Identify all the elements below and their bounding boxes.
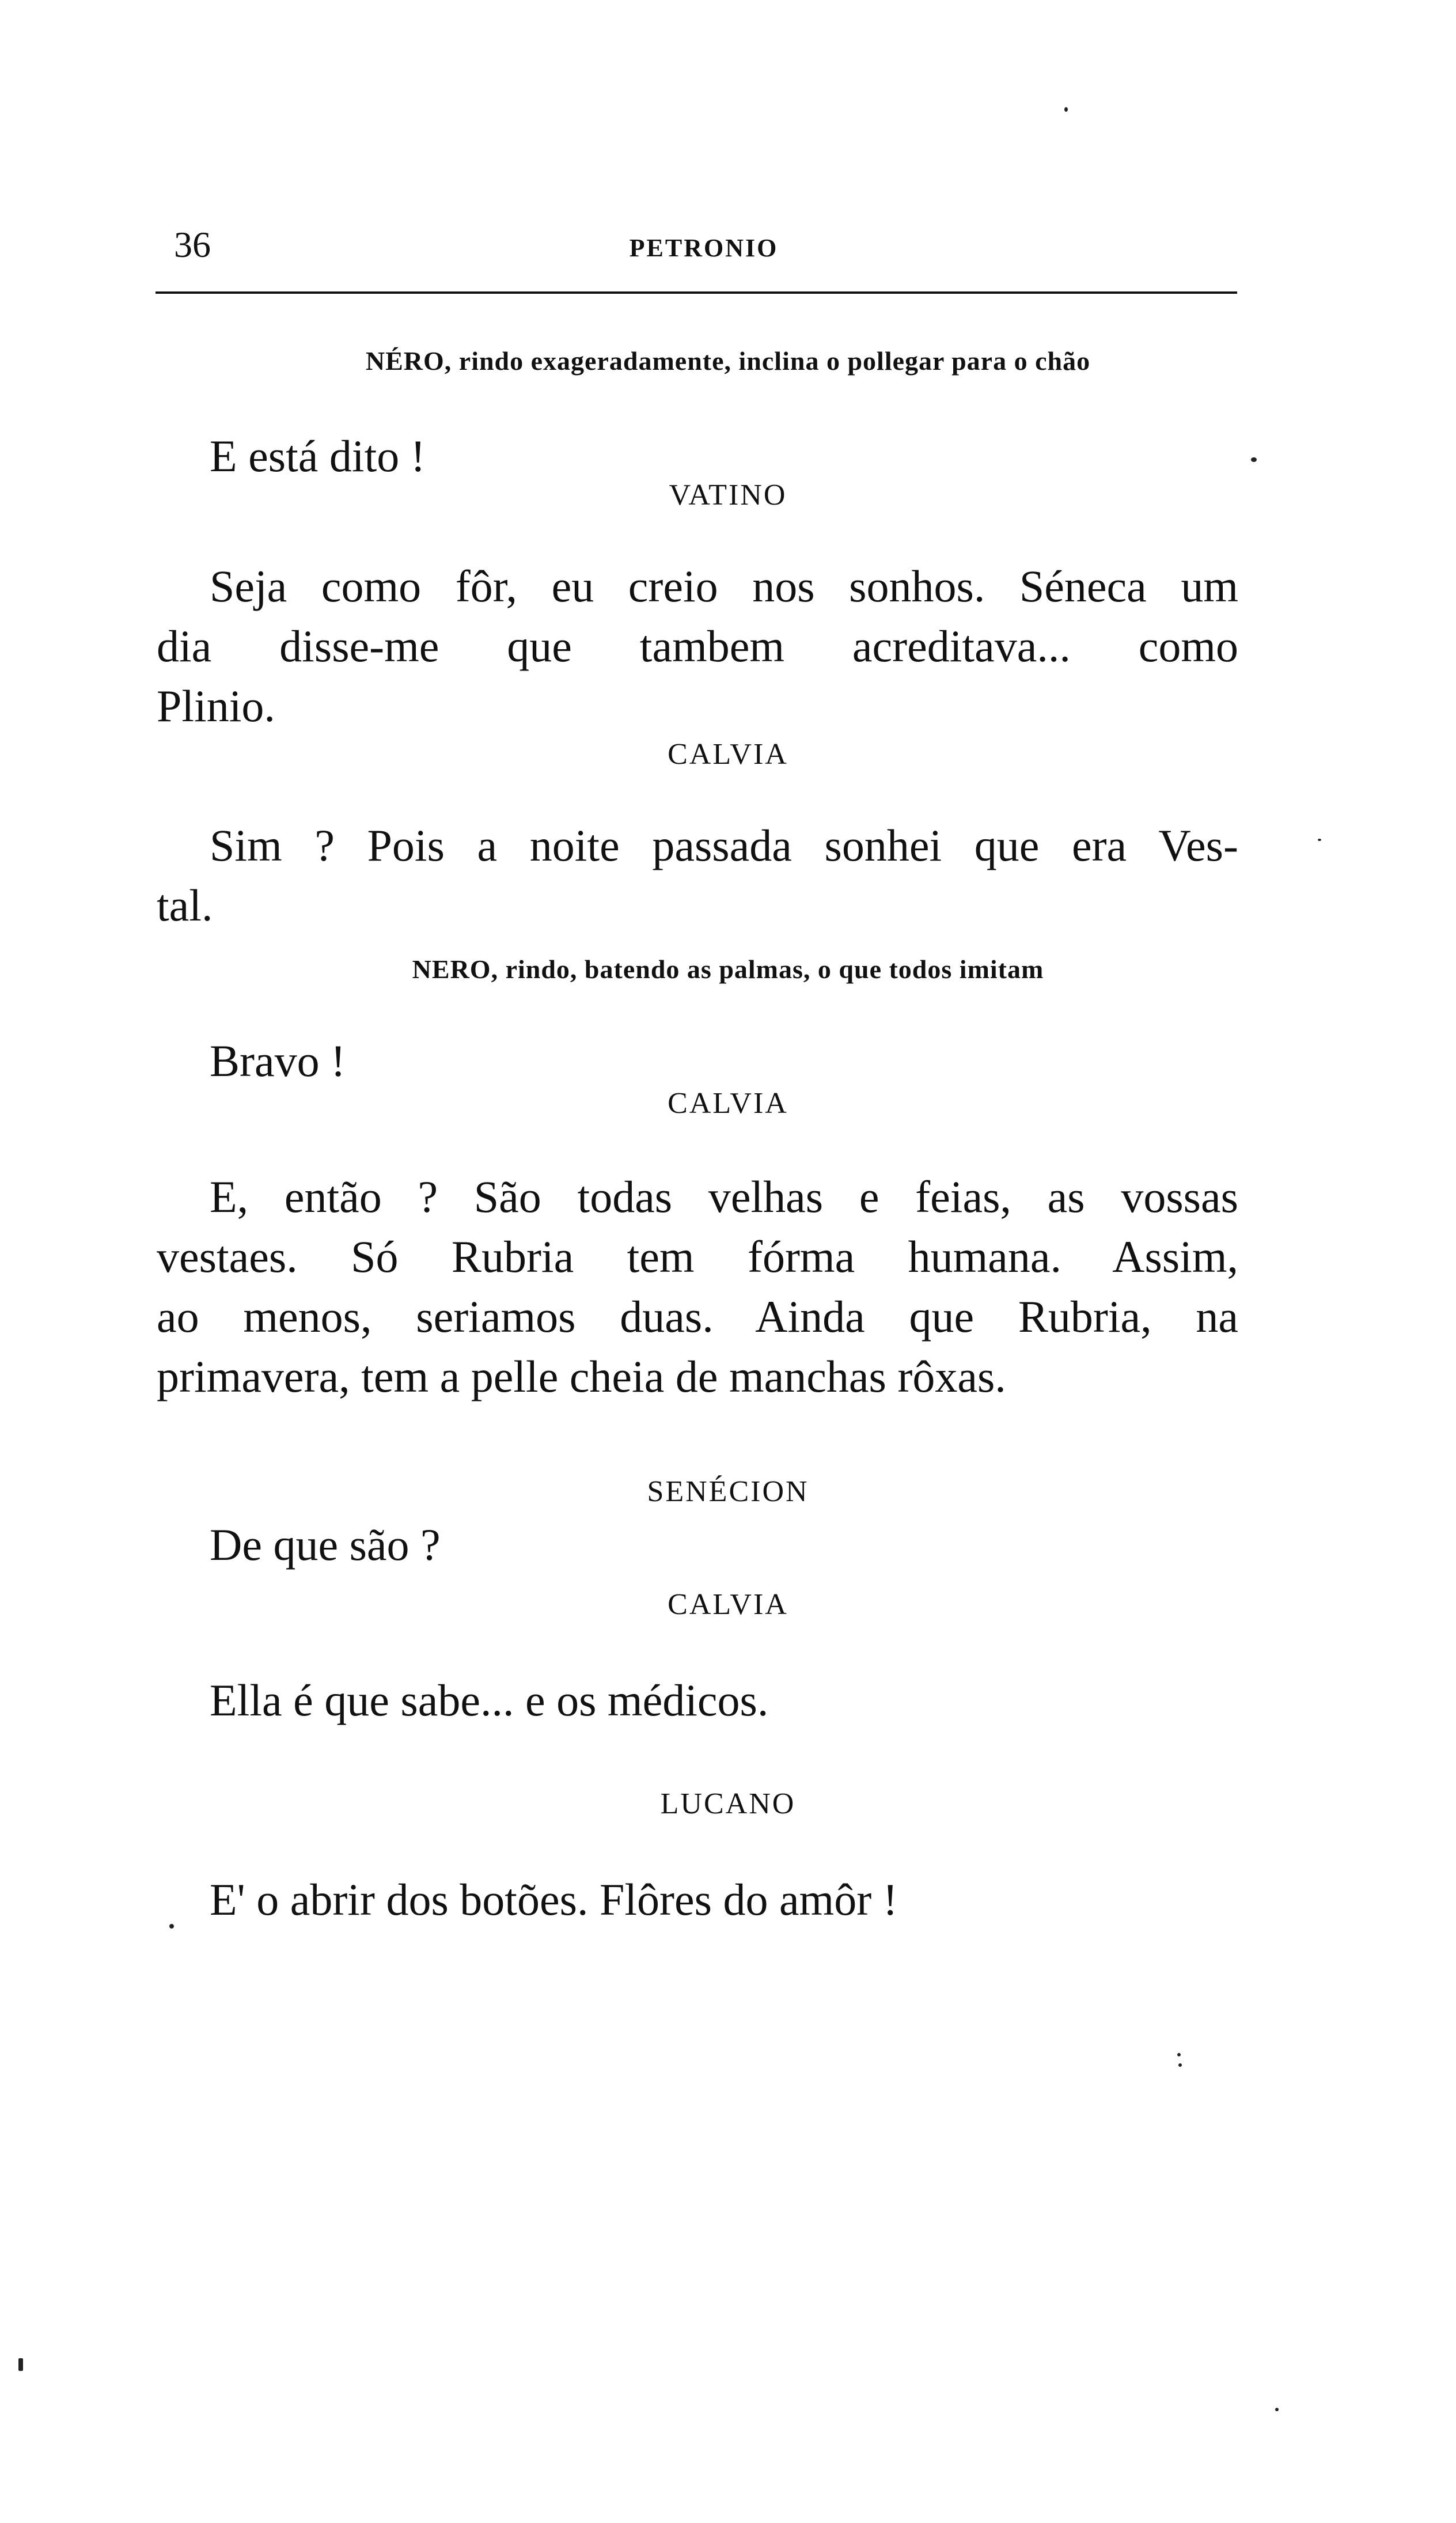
header-rule [156,291,1237,294]
speech-block [157,1870,1238,1930]
speech-block [157,1670,1238,1730]
scan-speck [1178,2063,1182,2067]
speech-block [157,816,1238,935]
speaker-name: CALVIA [668,1087,788,1120]
scan-speck [18,2358,23,2371]
speech-line: Seja como fôr, eu creio nos sonhos. Séneca um [210,561,1238,611]
speaker-name: SENÉCION [647,1475,809,1508]
speech-block [157,1031,1238,1091]
scan-speck [1251,457,1257,462]
scan-speck [1275,2408,1279,2411]
speech-line: tal. [157,880,213,930]
speaker-name: CALVIA [668,738,788,771]
speech-line: De que são ? [210,1520,441,1570]
speech-line: E, então ? São todas velhas e feias, as vossas [210,1172,1238,1222]
stage-direction: NÉRO, rindo exageradamente, inclina o pollegar para o chão [365,346,1091,376]
scan-speck [1318,839,1321,841]
speech-block [157,556,1238,736]
speech-block [157,1167,1238,1407]
scan-speck [169,1924,174,1929]
speech-line: Plinio. [157,681,275,731]
speaker-name: CALVIA [668,1588,788,1621]
speaker-name: LUCANO [660,1787,796,1820]
speech-line: vestaes. Só Rubria tem fórma humana. Assim, [157,1232,1238,1282]
speech-line: dia disse-me que tambem acreditava... como [157,621,1238,671]
speech-line: E' o abrir dos botões. Flôres do amôr ! [210,1874,898,1925]
scan-speck [1177,2053,1181,2056]
speech-block [157,426,1238,486]
scan-speck [1064,107,1068,112]
running-title: PETRONIO [629,234,779,262]
speech-line: E está dito ! [210,431,426,481]
speech-line: Sim ? Pois a noite passada sonhei que era Ves- [210,820,1238,870]
speech-line: Bravo ! [210,1036,346,1086]
page-header [174,219,1234,271]
page-number: 36 [174,224,211,265]
speech-block [157,1515,1238,1575]
speech-line: primavera, tem a pelle cheia de manchas rôxas. [157,1351,1006,1401]
speech-line: ao menos, seriamos duas. Ainda que Rubria, na [157,1291,1238,1342]
speech-line: Ella é que sabe... e os médicos. [210,1675,769,1725]
stage-direction: NERO, rindo, batendo as palmas, o que todos imitam [412,954,1044,984]
speaker-name: VATINO [669,479,787,512]
